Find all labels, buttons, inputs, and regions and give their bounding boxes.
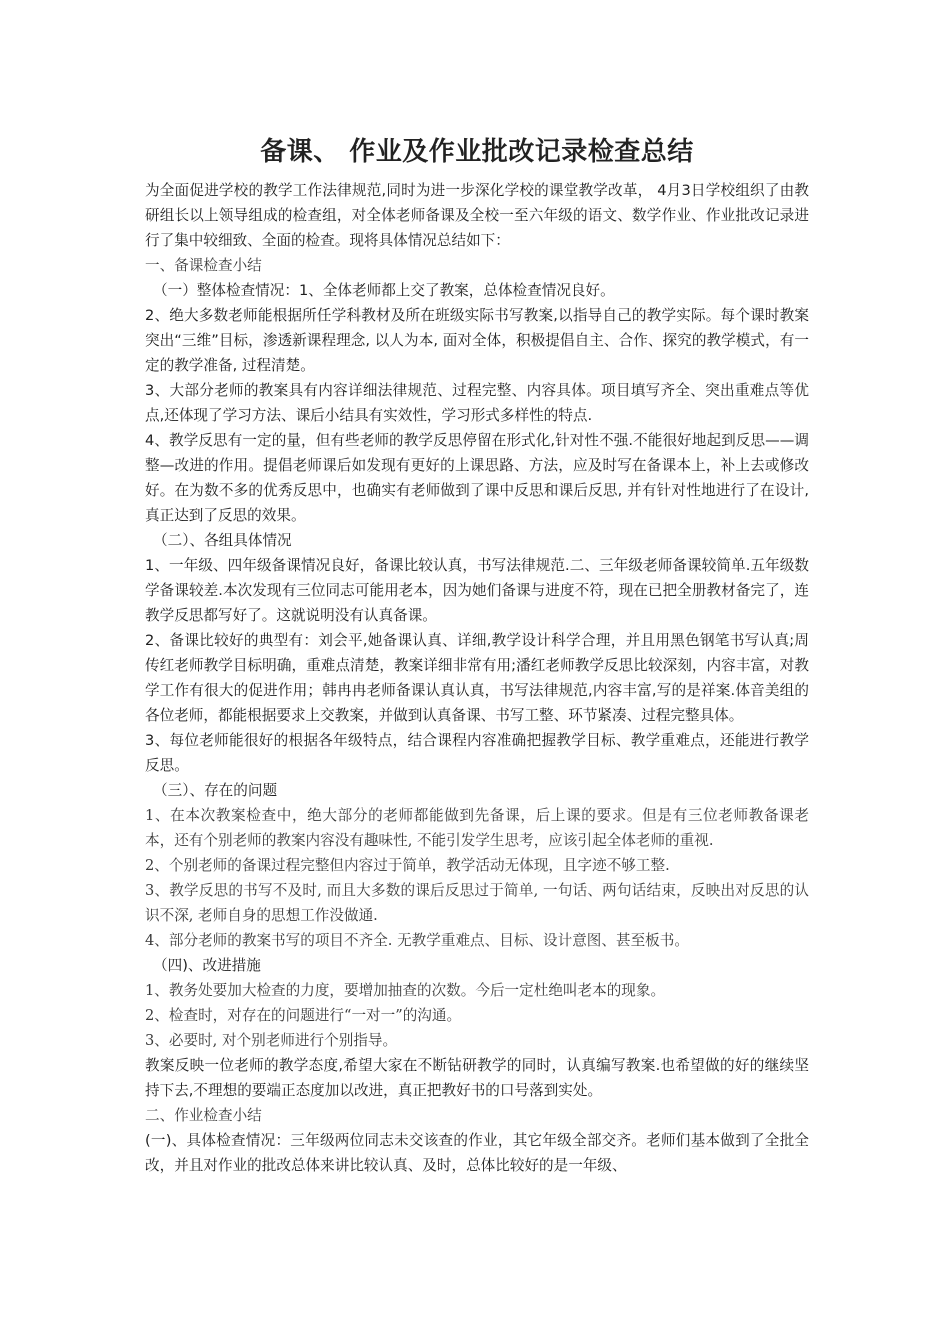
paragraph-item: (一)、具体检查情况：三年级两位同志未交该查的作业，其它年级全部交齐。老师们基本做到了全批全改，并且对作业的批改总体来讲比较认真、及时，总体比较好的是一年级、 — [145, 1132, 809, 1174]
paragraph-item: 4、部分老师的教案书写的项目不齐全. 无教学重难点、目标、设计意图、甚至板书。 — [145, 932, 689, 949]
paragraph-item: 1、一年级、四年级备课情况良好，备课比较认真，书写法律规范.二、三年级老师备课较简单.五年级数学备课较差.本次发现有三位同志可能用老本，因为她们备课与进度不符，现在已把全册教材备完了，连教学反思都写好了。这就说明没有认真备课。 — [145, 557, 809, 624]
paragraph-item: 1、教务处要加大检查的力度，要增加抽查的次数。今后一定杜绝叫老本的现象。 — [145, 982, 666, 999]
paragraph-item: 2、绝大多数老师能根据所任学科教材及所在班级实际书写教案,以指导自己的教学实际。每个课时教案突出“三维”目标，渗透新课程理念, 以人为本, 面对全体，积极提倡自主、合作、探究的教学模式，有一定的教学准备, 过程清楚。 — [145, 307, 809, 374]
subheading-groups: （二）、各组具体情况 — [153, 532, 292, 549]
document-body — [145, 132, 809, 1178]
paragraph-intro: 为全面促进学校的教学工作法律规范,同时为进一步深化学校的课堂教学改革， 4月3日学校组织了由教研组长以上领导组成的检查组，对全体老师备课及全校一至六年级的语文、数学作业、作业批改记录进行了集中较细致、全面的检查。现将具体情况总结如下： — [145, 182, 809, 249]
section-heading-homework: 二、作业检查小结 — [145, 1107, 262, 1124]
paragraph-item: 3、每位老师能很好的根据各年级特点，结合课程内容准确把握教学目标、教学重难点，还能进行教学反思。 — [145, 732, 809, 774]
paragraph-item: 2、检查时，对存在的问题进行“一对一”的沟通。 — [145, 1007, 462, 1024]
paragraph-conclusion: 教案反映一位老师的教学态度,希望大家在不断钻研教学的同时，认真编写教案.也希望做的好的继续坚持下去,不理想的要端正态度加以改进，真正把教好书的口号落到实处。 — [145, 1057, 809, 1099]
section-heading-lesson-prep: 一、备课检查小结 — [145, 257, 262, 274]
paragraph-item: 3、教学反思的书写不及时, 而且大多数的课后反思过于简单, 一句话、两句话结束，反映出对反思的认识不深, 老师自身的思想工作没做通. — [145, 882, 809, 924]
paragraph-item: 1、在本次教案检查中，绝大部分的老师都能做到先备课，后上课的要求。但是有三位老师教备课老本，还有个别老师的教案内容没有趣味性, 不能引发学生思考，应该引起全体老师的重视. — [145, 807, 809, 849]
paragraph-item: 3、必要时, 对个别老师进行个别指导。 — [145, 1032, 398, 1049]
paragraph-item: 4、教学反思有一定的量，但有些老师的教学反思停留在形式化,针对性不强.不能很好地起到反思——调整—改进的作用。提倡老师课后如发现有更好的上课思路、方法，应及时写在备课本上，补上去或修改好。在为数不多的优秀反思中，也确实有老师做到了课中反思和课后反思, 并有针对性地进行了在设计, 真正达到了反思的效果。 — [145, 432, 809, 524]
subheading-overall: （一）整体检查情况：1、全体老师都上交了教案，总体检查情况良好。 — [153, 282, 615, 299]
paragraph-item: 2、个别老师的备课过程完整但内容过于简单，教学活动无体现，且字迹不够工整. — [145, 857, 670, 874]
subheading-problems: （三）、存在的问题 — [153, 782, 278, 799]
document-title: 备课、 作业及作业批改记录检查总结 — [260, 137, 694, 167]
subheading-improvements: （四)、改进措施 — [153, 957, 261, 974]
paragraph-item: 2、备课比较好的典型有：刘会平,她备课认真、详细,教学设计科学合理，并且用黑色钢笔书写认真;周传红老师教学目标明确，重难点清楚，教案详细非常有用;潘红老师教学反思比较深刻，内容丰富，对教学工作有很大的促进作用；韩冉冉老师备课认真认真，书写法律规范,内容丰富,写的是祥案.体音美组的各位老师，都能根据要求上交教案，并做到认真备课、书写工整、环节紧凑、过程完整具体。 — [145, 632, 809, 724]
paragraph-item: 3、大部分老师的教案具有内容详细法律规范、过程完整、内容具体。项目填写齐全、突出重难点等优点,还体现了学习方法、课后小结具有实效性，学习形式多样性的特点. — [145, 382, 809, 424]
